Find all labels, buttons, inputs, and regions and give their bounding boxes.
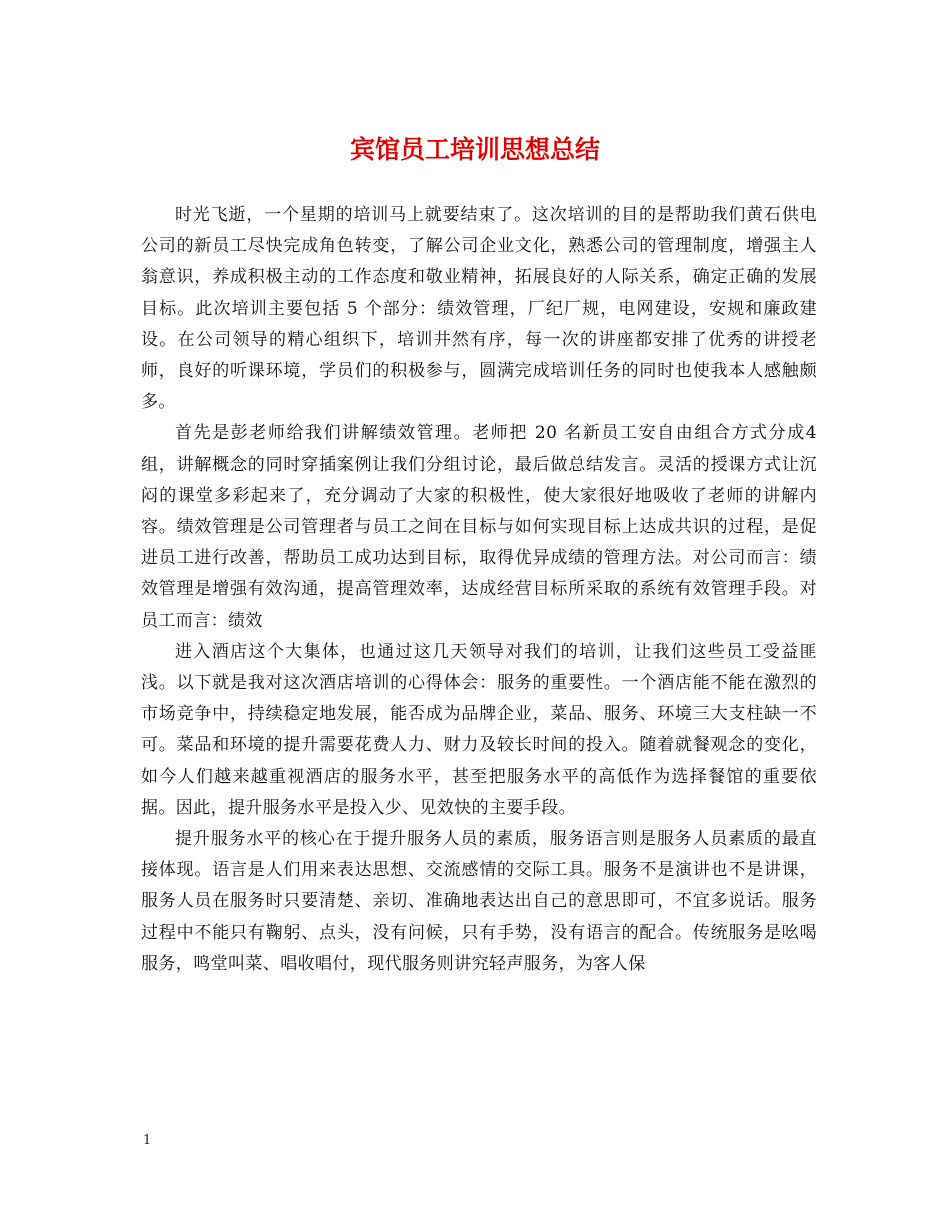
document-body: [141, 200, 817, 980]
paragraph-2: 首先是彭老师给我们讲解绩效管理。老师把 20 名新员工安自由组合方式分成4 组，讲解概念的同时穿插案例让我们分组讨论，最后做总结发言。灵活的授课方式让沉闷的课堂多彩起来了，充分调动了大家的积极性，使大家很好地吸收了老师的讲解内容。绩效管理是公司管理者与员工之间在目标与如何实现目标上达成共识的过程，是促进员工进行改善，帮助员工成功达到目标，取得优异成绩的管理方法。对公司而言：绩效管理是增强有效沟通，提高管理效率，达成经营目标所采取的系统有效管理手段。对员工而言：绩效: [141, 423, 817, 631]
paragraph-1: 时光飞逝，一个星期的培训马上就要结束了。这次培训的目的是帮助我们黄石供电公司的新员工尽快完成角色转变，了解公司企业文化，熟悉公司的管理制度，增强主人翁意识，养成积极主动的工作态度和敬业精神，拓展良好的人际关系，确定正确的发展目标。此次培训主要包括 5 个部分：绩效管理，厂纪厂规，电网建设，安规和廉政建设。在公司领导的精心组织下，培训井然有序，每一次的讲座都安排了优秀的讲授老师，良好的听课环境，学员们的积极参与，圆满完成培训任务的同时也使我本人感触颇多。: [141, 205, 817, 413]
paragraph-4: 提升服务水平的核心在于提升服务人员的素质，服务语言则是服务人员素质的最直接体现。语言是人们用来表达思想、交流感情的交际工具。服务不是演讲也不是讲课，服务人员在服务时只要清楚、亲切、准确地表达出自己的意思即可，不宜多说话。服务过程中不能只有鞠躬、点头，没有问候，只有手势，没有语言的配合。传统服务是吆喝服务，鸣堂叫菜、唱收唱付，现代服务则讲究轻声服务，为客人保: [141, 829, 817, 974]
page-number: 1: [143, 1133, 152, 1148]
paragraph-3: 进入酒店这个大集体，也通过这几天领导对我们的培训，让我们这些员工受益匪浅。以下就是我对这次酒店培训的心得体会：服务的重要性。一个酒店能不能在激烈的市场竞争中，持续稳定地发展，能否成为品牌企业，菜品、服务、环境三大支柱缺一不可。菜品和环境的提升需要花费人力、财力及较长时间的投入。随着就餐观念的变化，如今人们越来越重视酒店的服务水平，甚至把服务水平的高低作为选择餐馆的重要依据。因此，提升服务水平是投入少、见效快的主要手段。: [141, 641, 817, 818]
document-title: 宾馆员工培训思想总结: [349, 135, 600, 164]
